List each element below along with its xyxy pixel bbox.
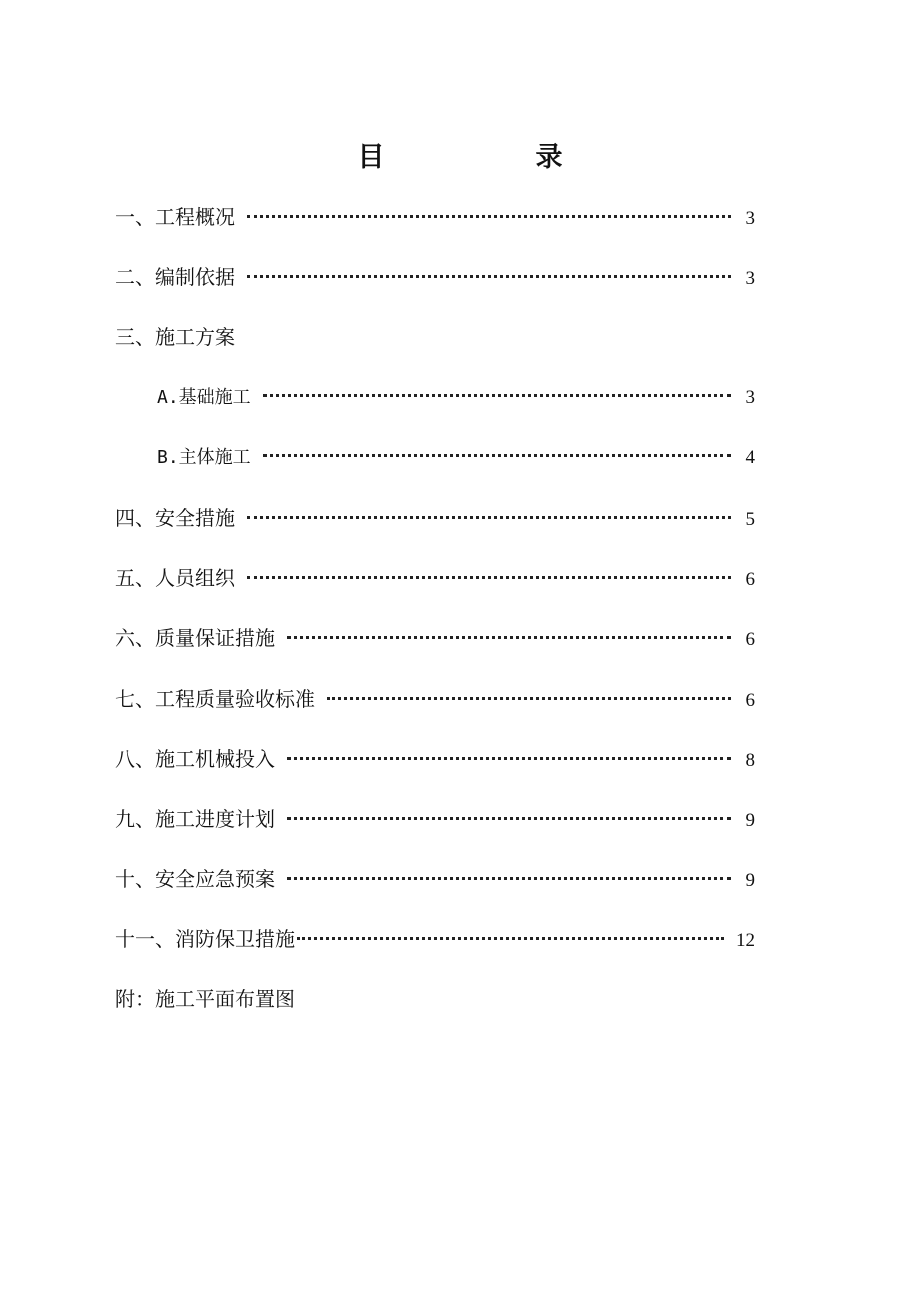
- toc-entry-label: 三、施工方案: [115, 325, 235, 350]
- toc-entry[interactable]: [115, 798, 755, 858]
- toc-page-number: 8: [745, 749, 755, 771]
- toc-entry-label: 一、工程概况: [115, 205, 235, 229]
- toc-dot-leader: [287, 877, 731, 880]
- toc-entry-label: A.基础施工: [157, 386, 251, 408]
- toc-appendix-entry[interactable]: [115, 978, 755, 1038]
- toc-dot-leader: [287, 757, 731, 760]
- toc-entry-label: 附：施工平面布置图: [115, 987, 295, 1012]
- toc-page-number: 3: [745, 386, 755, 408]
- toc-entry-label: 五、人员组织: [115, 566, 235, 591]
- toc-dot-leader: [327, 697, 731, 700]
- toc-entry[interactable]: [115, 678, 755, 738]
- toc-dot-leader: [247, 516, 731, 519]
- toc-dot-leader: [247, 215, 731, 218]
- toc-entry-label: 二、编制依据: [115, 265, 235, 290]
- toc-entry-label: B.主体施工: [157, 446, 251, 468]
- toc-page-number: 3: [745, 268, 755, 290]
- toc-entry-label: 六、质量保证措施: [115, 626, 275, 651]
- toc-subentry[interactable]: [115, 377, 755, 437]
- toc-entry-label: 十一、消防保卫措施: [115, 927, 295, 952]
- toc-entry[interactable]: [115, 256, 755, 316]
- toc-section-heading[interactable]: [115, 316, 755, 376]
- toc-subentry[interactable]: [115, 437, 755, 497]
- toc-dot-leader: [287, 636, 731, 639]
- toc-entry[interactable]: [115, 617, 755, 677]
- toc-dot-leader: [287, 817, 731, 820]
- toc-page-number: 5: [745, 508, 755, 530]
- toc-entry[interactable]: [115, 858, 755, 918]
- toc-dot-leader: [263, 454, 731, 457]
- toc-entry-label: 九、施工进度计划: [115, 806, 275, 831]
- toc-page-number: 9: [745, 870, 755, 892]
- toc-page-number: 4: [745, 446, 755, 468]
- toc-entry-label: 四、安全措施: [115, 505, 235, 530]
- table-of-contents: [115, 196, 755, 1039]
- toc-dot-leader: [247, 576, 731, 579]
- toc-page-number: 12: [736, 930, 755, 952]
- toc-entry-label: 七、工程质量验收标准: [115, 686, 315, 711]
- toc-dot-leader: [247, 275, 731, 278]
- toc-title: 目 录: [357, 142, 625, 173]
- toc-entry[interactable]: [115, 196, 755, 256]
- toc-page-number: 6: [745, 629, 755, 651]
- toc-entry[interactable]: [115, 918, 755, 978]
- toc-page-number: 6: [745, 689, 755, 711]
- toc-entry-label: 八、施工机械投入: [115, 746, 275, 771]
- toc-entry[interactable]: [115, 738, 755, 798]
- toc-page-number: 3: [745, 208, 755, 229]
- toc-page-number: 9: [745, 809, 755, 831]
- toc-entry-label: 十、安全应急预案: [115, 867, 275, 892]
- toc-entry[interactable]: [115, 557, 755, 617]
- toc-page-number: 6: [745, 569, 755, 591]
- toc-dot-leader: [297, 937, 724, 940]
- toc-dot-leader: [263, 394, 731, 397]
- toc-entry[interactable]: [115, 497, 755, 557]
